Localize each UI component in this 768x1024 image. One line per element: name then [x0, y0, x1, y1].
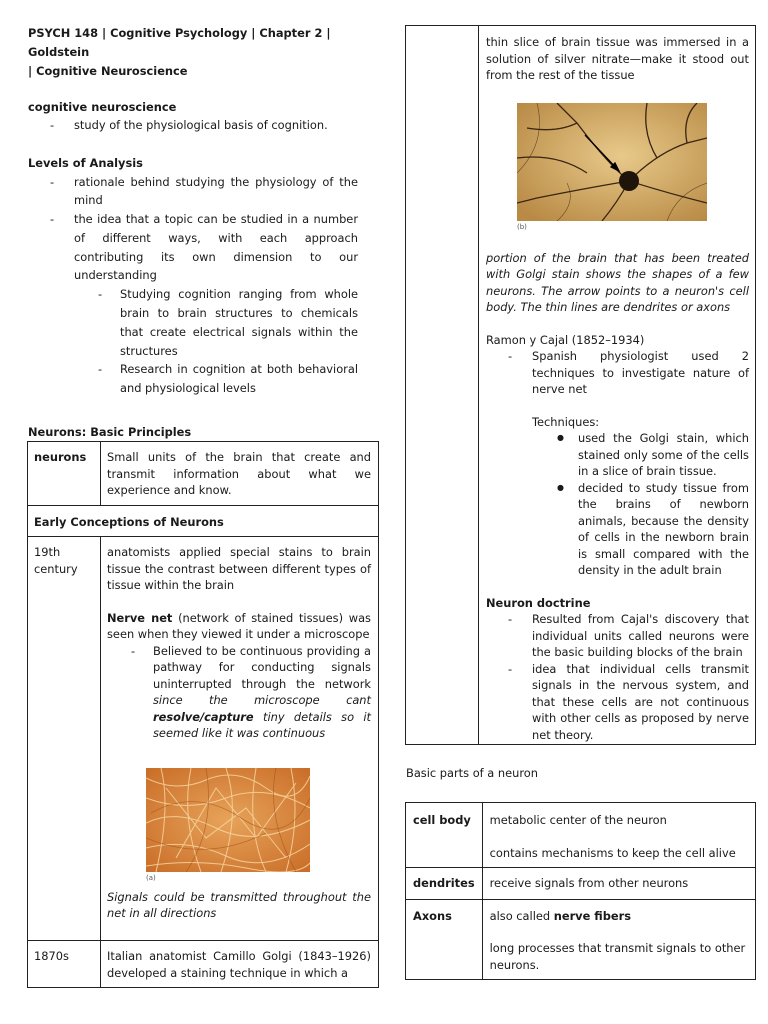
doctrine-item: - idea that individual cells transmit signals in the nervous system, and that these cells are not continuous with other cells as proposed by nerve net theory.	[486, 661, 749, 744]
cajal-list	[486, 348, 749, 398]
page-title: PSYCH 148 | Cognitive Psychology | Chapter 2 | Goldstein | Cognitive Neuroscience	[28, 26, 331, 78]
levels-subitem: - Research in cognition at both behavioral and physiological levels	[74, 360, 358, 398]
techniques-label: Techniques:	[532, 414, 600, 429]
cog-neuro-term: cognitive neuroscience	[28, 100, 177, 114]
levels-sublist	[74, 285, 358, 398]
figure-a-caption: Signals could be transmitted throughout the net in all directions	[107, 889, 371, 920]
nerve-net-sublist	[107, 643, 371, 742]
cog-neuro-definition: - study of the physiological basis of cognition.	[28, 116, 380, 135]
era-1870s-content: Italian anatomist Camillo Golgi (1843–1926) developed a staining technique in which a	[101, 941, 379, 988]
neurons-term: neurons	[28, 442, 101, 506]
column-divider	[478, 26, 479, 744]
golgi-continued: thin slice of brain tissue was immersed in a solution of silver nitrate—make it stood out from the rest of the tissue	[486, 35, 749, 82]
cajal-item: - Spanish physiologist used 2 techniques to investigate nature of nerve net	[486, 348, 749, 398]
cajal-name: Ramon y Cajal (1852–1934)	[486, 332, 645, 347]
neurons-table	[27, 441, 379, 988]
era-1870s: 1870s	[28, 941, 101, 988]
continuation-content	[486, 34, 749, 743]
figure-a	[146, 768, 316, 883]
golgi-stain-image	[517, 103, 707, 221]
dendrites-definition: receive signals from other neurons	[482, 868, 755, 900]
table-row	[406, 803, 756, 868]
neuron-doctrine-heading: Neuron doctrine	[486, 595, 591, 610]
table-row	[28, 537, 379, 941]
table-row	[406, 899, 756, 980]
era-19th-century: 19th century	[28, 537, 101, 941]
doctrine-item: - Resulted from Cajal's discovery that individual units called neurons were the basic building blocks of the brain	[486, 611, 749, 661]
levels-item: - the idea that a topic can be studied in a number of different ways, with each approach contributing its own dimension to our understanding	[28, 210, 358, 285]
left-column	[28, 24, 380, 441]
figure-b	[517, 103, 707, 233]
cog-neuro-list	[28, 116, 380, 135]
nerve-net-subitem: - Believed to be continuous providing a pathway for conducting signals uninterrupted through the network since the microscope cant resolve/capture tiny details so it seemed like it was continuous	[107, 643, 371, 742]
levels-list	[28, 173, 358, 286]
continuation-box	[405, 25, 756, 745]
basic-parts-heading: Basic parts of a neuron	[406, 766, 538, 780]
neurons-definition: Small units of the brain that create and transmit information about what we experience and know.	[101, 442, 379, 506]
era-19th-content: anatomists applied special stains to brain tissue the contrast between different types of tissue within the brain Nerve net (network of stained tissues) was seen when they viewed it under a microscope - Believed to be continuous providing a pathway for conducting signals uninterrupted through the network since the microscope cant resolve/capture tiny details so it seemed like it was continuous (a) Signals could be transmitted throughout the net in all directions	[101, 537, 379, 941]
techniques-list	[532, 430, 749, 579]
cell-body-definition: metabolic center of the neuron contains mechanisms to keep the cell alive	[482, 803, 755, 868]
nerve-net-image	[146, 768, 310, 872]
levels-subitem: - Studying cognition ranging from whole brain to brain structures to chemicals that create electrical signals within the structures	[74, 285, 358, 360]
figure-a-label: (a)	[146, 873, 156, 882]
early-conceptions-heading: Early Conceptions of Neurons	[28, 505, 379, 537]
technique-item: ● used the Golgi stain, which stained only some of the cells in a slice of brain tissue.	[532, 430, 749, 480]
axons-definition: also called nerve fibers long processes that transmit signals to other neurons.	[482, 899, 755, 980]
dendrites-term: dendrites	[406, 868, 483, 900]
cell-body-term: cell body	[406, 803, 483, 868]
doctrine-list	[486, 611, 749, 743]
basic-parts-table	[405, 802, 756, 980]
table-row	[28, 941, 379, 988]
figure-b-caption: portion of the brain that has been treated with Golgi stain shows the shapes of a few neurons. The arrow points to a neuron's cell body. The thin lines are dendrites or axons	[486, 250, 749, 314]
table-row	[406, 868, 756, 900]
levels-item: - rationale behind studying the physiology of the mind	[28, 173, 358, 211]
technique-item: ● decided to study tissue from the brains of newborn animals, because the density of cells in the newborn brain is small compared with the density in the adult brain	[532, 480, 749, 579]
table-row	[28, 442, 379, 506]
levels-heading: Levels of Analysis	[28, 155, 143, 170]
axons-term: Axons	[406, 899, 483, 980]
table-row	[28, 505, 379, 537]
nerve-net-paragraph: Nerve net (network of stained tissues) was seen when they viewed it under a microscope	[107, 610, 371, 641]
figure-b-label: (b)	[517, 222, 527, 231]
neurons-heading: Neurons: Basic Principles	[28, 425, 192, 440]
